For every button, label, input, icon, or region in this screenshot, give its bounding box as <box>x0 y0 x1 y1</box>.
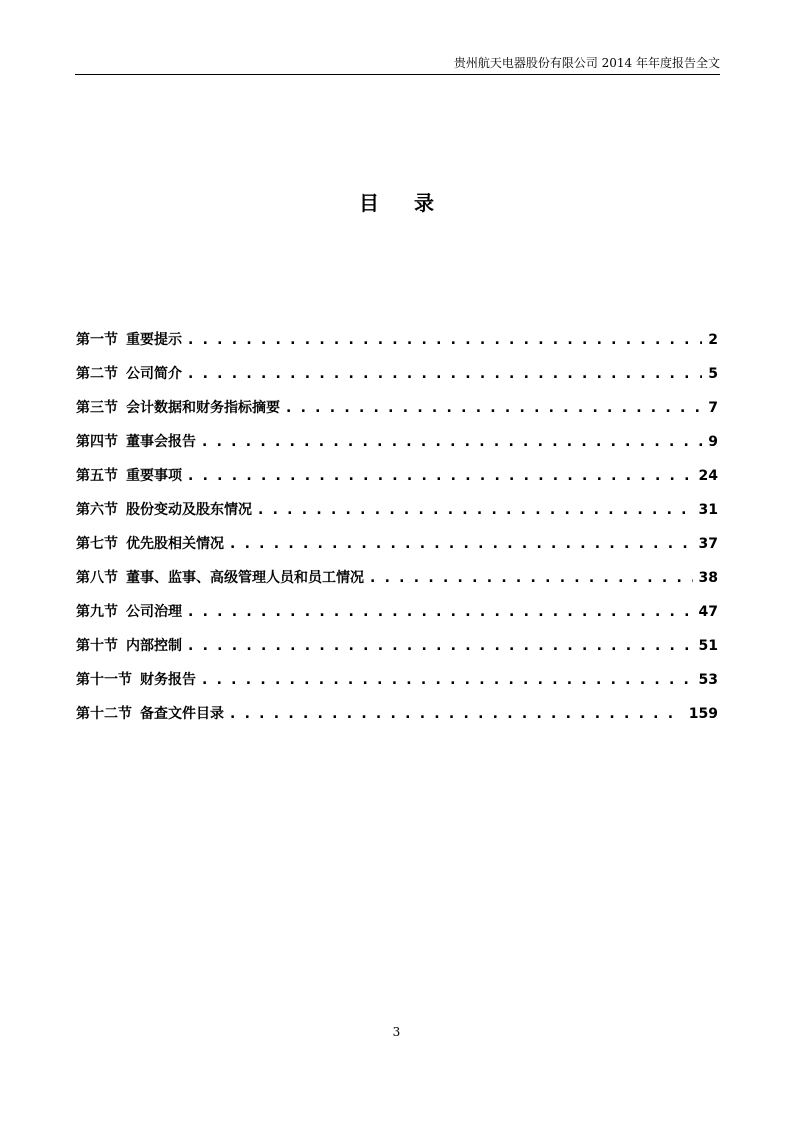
toc-entry-section: 第八节 <box>76 570 118 586</box>
toc-entry-page: 2 <box>708 332 718 348</box>
toc-dot-leader <box>188 467 693 485</box>
toc-dot-leader <box>230 535 693 553</box>
toc-entry-page: 31 <box>698 502 718 518</box>
toc-dot-leader <box>370 569 693 587</box>
toc-entry-page: 38 <box>698 570 718 586</box>
toc-entry[interactable] <box>76 323 718 357</box>
toc-entry-title: 重要事项 <box>126 468 182 484</box>
toc-dot-leader <box>188 331 702 349</box>
toc-dot-leader <box>202 433 702 451</box>
toc-entry-title: 公司简介 <box>126 366 182 382</box>
toc-entry-title: 重要提示 <box>126 332 182 348</box>
toc-entry-title: 董事会报告 <box>126 434 196 450</box>
page-number: 3 <box>392 1025 401 1039</box>
toc-entry[interactable] <box>76 391 718 425</box>
toc-entry-title: 股份变动及股东情况 <box>126 502 252 518</box>
toc-entry-page: 53 <box>698 672 718 688</box>
toc-entry-section: 第一节 <box>76 332 118 348</box>
table-of-contents <box>76 323 718 731</box>
toc-title: 目 录 <box>359 191 448 215</box>
toc-entry-page: 47 <box>698 604 718 620</box>
toc-entry[interactable] <box>76 459 718 493</box>
toc-entry-page: 159 <box>688 706 718 722</box>
toc-entry-page: 51 <box>698 638 718 654</box>
toc-entry-title: 公司治理 <box>126 604 182 620</box>
toc-entry[interactable] <box>76 425 718 459</box>
toc-entry-section: 第十节 <box>76 638 118 654</box>
toc-entry-page: 37 <box>698 536 718 552</box>
toc-entry-title: 董事、监事、高级管理人员和员工情况 <box>126 570 364 586</box>
toc-entry-section: 第十二节 <box>76 706 132 722</box>
toc-entry-title: 优先股相关情况 <box>126 536 224 552</box>
toc-entry[interactable] <box>76 493 718 527</box>
header-title: 贵州航天电器股份有限公司 2014 年年度报告全文 <box>453 56 720 70</box>
toc-entry-section: 第二节 <box>76 366 118 382</box>
toc-entry-section: 第五节 <box>76 468 118 484</box>
toc-entry-section: 第九节 <box>76 604 118 620</box>
toc-dot-leader <box>230 705 683 723</box>
toc-dot-leader <box>286 399 702 417</box>
toc-dot-leader <box>188 603 693 621</box>
toc-entry[interactable] <box>76 357 718 391</box>
toc-dot-leader <box>188 365 702 383</box>
toc-dot-leader <box>202 671 693 689</box>
toc-entry-page: 7 <box>708 400 718 416</box>
toc-entry-title: 会计数据和财务指标摘要 <box>126 400 280 416</box>
toc-entry-page: 5 <box>708 366 718 382</box>
toc-dot-leader <box>188 637 693 655</box>
toc-entry[interactable] <box>76 663 718 697</box>
toc-entry[interactable] <box>76 527 718 561</box>
toc-entry[interactable] <box>76 697 718 731</box>
toc-entry-title: 备查文件目录 <box>140 706 224 722</box>
toc-entry-page: 9 <box>708 434 718 450</box>
toc-entry-section: 第四节 <box>76 434 118 450</box>
toc-entry[interactable] <box>76 629 718 663</box>
toc-entry-section: 第十一节 <box>76 672 132 688</box>
toc-entry-title: 内部控制 <box>126 638 182 654</box>
toc-entry-section: 第六节 <box>76 502 118 518</box>
toc-entry[interactable] <box>76 561 718 595</box>
page-header <box>75 54 720 75</box>
toc-entry-title: 财务报告 <box>140 672 196 688</box>
toc-entry[interactable] <box>76 595 718 629</box>
toc-entry-section: 第七节 <box>76 536 118 552</box>
toc-entry-section: 第三节 <box>76 400 118 416</box>
toc-dot-leader <box>258 501 693 519</box>
toc-entry-page: 24 <box>698 468 718 484</box>
